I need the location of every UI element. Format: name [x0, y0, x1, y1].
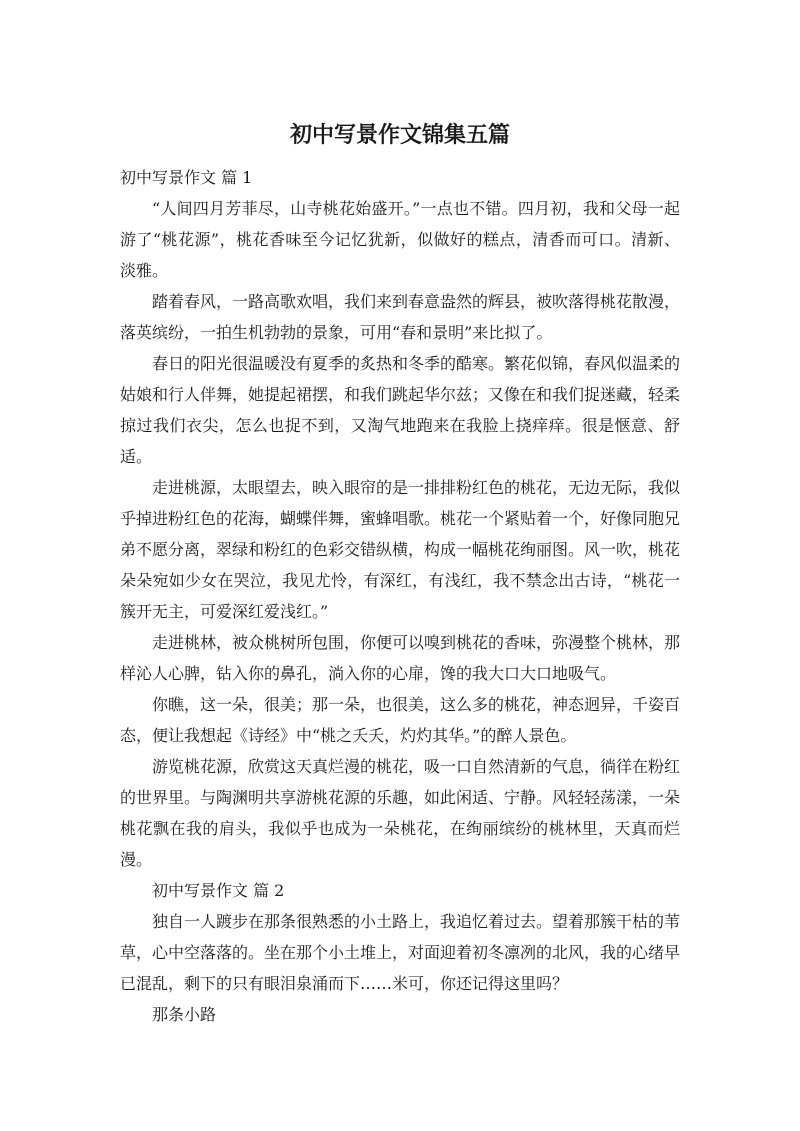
paragraph: 走进桃林，被众桃树所包围，你便可以嗅到桃花的香味，弥漫整个桃林，那样沁人心脾，钻入你的鼻孔，淌入你的心扉，馋的我大口大口地吸气。 [120, 633, 681, 683]
paragraph: 你瞧，这一朵，很美；那一朵，也很美，这么多的桃花，神态迥异，千姿百态，便让我想起《诗经》中“桃之夭夭，灼灼其华。”的醉人景色。 [120, 695, 681, 745]
section-heading-1: 初中写景作文 篇 1 [120, 168, 253, 187]
document-body [120, 162, 680, 1030]
document-title: 初中写景作文锦集五篇 [289, 123, 510, 148]
paragraph: 踏着春风，一路高歌欢唱，我们来到春意盎然的辉县，被吹落得桃花散漫，落英缤纷，一拍生机勃勃的景象，可用“春和景明”来比拟了。 [120, 292, 681, 342]
paragraph: 那条小路 [152, 1005, 217, 1024]
paragraph: 春日的阳光很温暖没有夏季的炙热和冬季的酷寒。繁花似锦，春风似温柔的姑娘和行人伴舞，她提起裙摆，和我们跳起华尔兹；又像在和我们捉迷藏，轻柔掠过我们衣尖，怎么也捉不到，又淘气地跑来在我脸上挠痒痒。很是惬意、舒适。 [120, 354, 681, 466]
paragraph: “人间四月芳菲尽，山寺桃花始盛开。”一点也不错。四月初，我和父母一起游了“桃花源”，桃花香味至今记忆犹新，似做好的糕点，清香而可口。清新、淡雅。 [120, 199, 680, 280]
paragraph: 游览桃花源，欣赏这天真烂漫的桃花，吸一口自然清新的气息，徜徉在粉红的世界里。与陶渊明共享游桃花源的乐趣，如此闲适、宁静。风轻轻荡漾，一朵桃花飘在我的肩头，我似乎也成为一朵桃花，在绚丽缤纷的桃林里，天真而烂漫。 [120, 757, 681, 869]
paragraph: 走进桃源，太眼望去，映入眼帘的是一排排粉红色的桃花，无边无际，我似乎掉进粉红色的花海，蝴蝶伴舞，蜜蜂唱歌。桃花一个紧贴着一个，好像同胞兄弟不愿分离，翠绿和粉红的色彩交错纵横，构成一幅桃花绚丽图。风一吹，桃花朵朵宛如少女在哭泣，我见尤怜，有深红，有浅红，我不禁念出古诗，“桃花一簇开无主，可爱深红爱浅红。” [120, 478, 681, 621]
section-heading-2: 初中写景作文 篇 2 [152, 881, 285, 900]
paragraph: 独自一人踱步在那条很熟悉的小土路上，我追忆着过去。望着那簇干枯的苇草，心中空落落的。坐在那个小土堆上，对面迎着初冬凛冽的北风，我的心绪早已混乱，剩下的只有眼泪泉涌而下……米可，你还记得这里吗？ [120, 912, 681, 993]
